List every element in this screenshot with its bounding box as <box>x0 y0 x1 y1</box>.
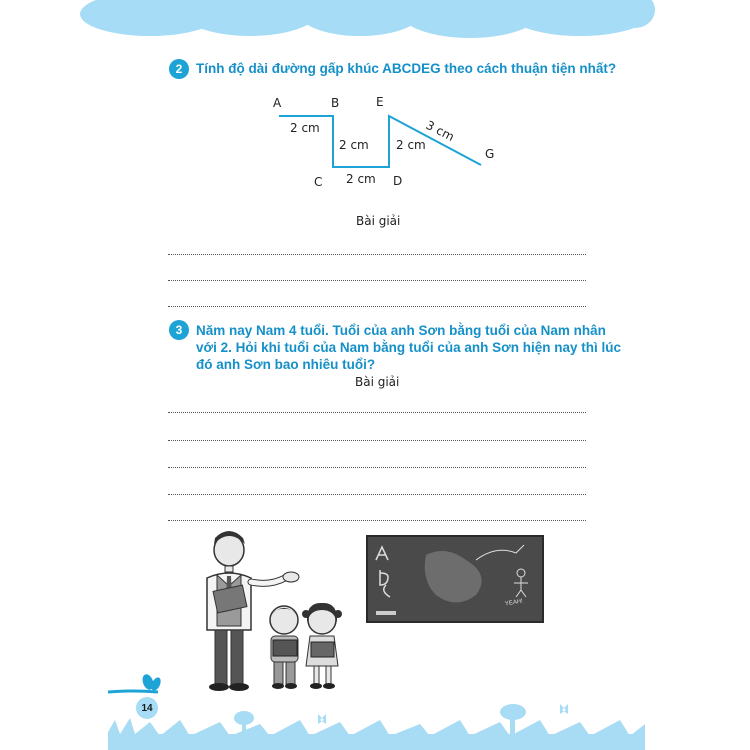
segment-ab-length: 2 cm <box>290 121 320 135</box>
point-d-label: D <box>393 174 403 188</box>
question-2-text: Tính độ dài đường gấp khúc ABCDEG theo cách thuận tiện nhất? <box>196 61 617 76</box>
question-3-line-2: với 2. Hỏi khi tuổi của Nam bằng tuổi của anh Sơn hiện nay thì lúc <box>196 340 621 355</box>
chalkboard-illustration <box>366 535 544 625</box>
segment-bc-length: 2 cm <box>339 138 369 152</box>
answer-line[interactable] <box>168 520 586 521</box>
chalkboard-writing: YEAH! <box>504 598 524 608</box>
answer-line[interactable] <box>168 306 586 307</box>
segment-de-length: 2 cm <box>396 138 426 152</box>
question-3-line-3: đó anh Sơn bao nhiêu tuổi? <box>196 357 376 372</box>
question-2-solution-heading: Bài giải <box>356 214 401 228</box>
point-e-label: E <box>376 95 384 109</box>
answer-line[interactable] <box>168 494 586 495</box>
answer-line[interactable] <box>168 440 586 441</box>
answer-line[interactable] <box>168 467 586 468</box>
question-3-badge: 3 <box>169 320 189 340</box>
segment-eg-length: 3 cm <box>423 118 457 144</box>
page-number: 14 <box>141 702 153 714</box>
segment-cd-length: 2 cm <box>346 172 376 186</box>
point-g-label: G <box>485 147 495 161</box>
point-c-label: C <box>314 175 323 189</box>
answer-line[interactable] <box>168 280 586 281</box>
question-2-badge: 2 <box>169 59 189 79</box>
answer-line[interactable] <box>168 412 586 413</box>
girl-illustration <box>300 600 345 690</box>
point-a-label: A <box>273 96 282 110</box>
question-3-solution-heading: Bài giải <box>355 375 400 389</box>
grass-footer <box>0 690 750 750</box>
answer-line[interactable] <box>168 254 586 255</box>
point-b-label: B <box>331 96 340 110</box>
question-3-line-1: Năm nay Nam 4 tuổi. Tuổi của anh Sơn bằng tuổi của Nam nhân <box>196 323 606 338</box>
